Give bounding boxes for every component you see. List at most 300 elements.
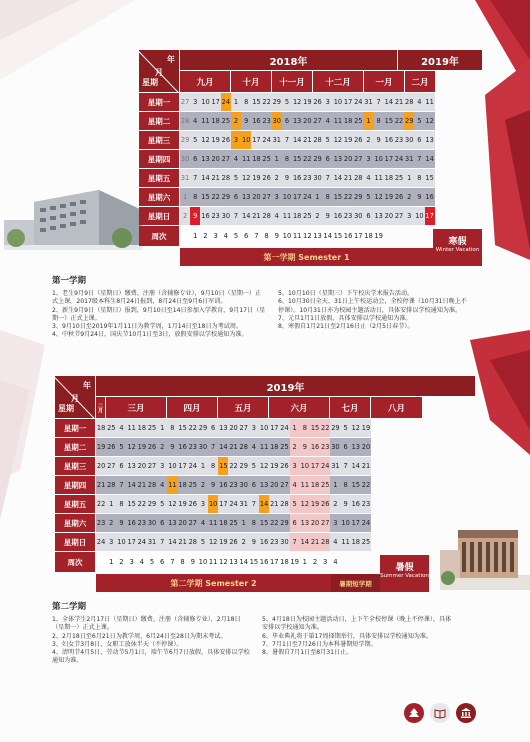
day-cell: 24 bbox=[229, 500, 238, 508]
day-cell: 25 bbox=[147, 424, 157, 432]
calendar-row bbox=[139, 169, 435, 187]
day-cell: 20 bbox=[178, 519, 187, 527]
day-cell: 17 bbox=[211, 98, 220, 106]
month-december: 十二月 bbox=[313, 71, 364, 92]
day-cell: 20 bbox=[96, 462, 106, 470]
day-cell: 12 bbox=[259, 462, 269, 470]
day-cell: 21 bbox=[394, 98, 404, 106]
day-cell: 4 bbox=[290, 476, 300, 494]
day-cell: 25 bbox=[107, 424, 116, 432]
day-cell: 23 bbox=[137, 519, 147, 527]
day-cell: 16 bbox=[259, 538, 269, 546]
note-item: 7、元旦1月1日放假，具体安排以学校通知为准。 bbox=[278, 314, 412, 322]
day-cell: 5 bbox=[325, 136, 330, 144]
day-cell: 24 bbox=[137, 538, 147, 546]
day-cell: 14 bbox=[300, 533, 310, 551]
semester-1-title: 第一学期 bbox=[52, 276, 87, 286]
day-cell: 27 bbox=[280, 481, 289, 489]
day-cell: 25 bbox=[320, 476, 330, 494]
day-cell: 5 bbox=[343, 424, 348, 432]
note-item: 6、毕业典礼将于第17周择期举行，具体安排以学校通知为准。 bbox=[262, 632, 433, 640]
note-item: 2、新生9月9日（星期日）报到，9月10日至14日参加入学教育，9月17日（星期一）正式上课。 bbox=[52, 306, 266, 322]
day-cell: 9 bbox=[417, 193, 422, 201]
day-cell: 3 bbox=[333, 519, 338, 527]
day-cell: 6 bbox=[233, 193, 239, 201]
day-cell: 16 bbox=[292, 174, 302, 182]
day-cell: 5 bbox=[200, 538, 206, 546]
summer-vacation-en: Summer Vacation bbox=[380, 573, 429, 579]
day-cell: 27 bbox=[320, 514, 330, 532]
day-cell: 10 bbox=[341, 519, 350, 527]
day-cell: 16 bbox=[252, 117, 261, 125]
day-cell: 17 bbox=[292, 193, 302, 201]
weekday-label: 星期五 bbox=[55, 495, 95, 513]
day-cell: 2 bbox=[241, 538, 246, 546]
day-cell: 20 bbox=[229, 424, 238, 432]
day-cell: 8 bbox=[417, 174, 422, 182]
note-item: 5、10月10日（星期三）下午校庆学术报告活动。 bbox=[278, 290, 414, 297]
day-cell: 28 bbox=[320, 533, 330, 551]
day-cell: 20 bbox=[361, 443, 371, 451]
month-april: 四月 bbox=[167, 397, 218, 418]
day-cell: 21 bbox=[211, 174, 220, 182]
day-cell: 28 bbox=[221, 174, 231, 182]
weekday-label: 星期四 bbox=[139, 150, 179, 168]
day-cell: 5 bbox=[193, 136, 198, 144]
day-cell: 24 bbox=[262, 136, 271, 144]
day-cell: 26 bbox=[394, 193, 404, 201]
semester-2-notes-right bbox=[262, 616, 452, 657]
day-cell: 6 bbox=[160, 519, 165, 527]
building-icon bbox=[456, 703, 476, 723]
day-cell: 11 bbox=[167, 476, 177, 494]
day-cell: 27 bbox=[313, 117, 322, 125]
semester-2-notes-left bbox=[52, 616, 252, 666]
day-cell: 6 bbox=[343, 443, 348, 451]
day-cell: 8 bbox=[170, 424, 175, 432]
day-cell: 31 bbox=[405, 155, 414, 163]
day-cell: 22 bbox=[270, 519, 279, 527]
day-cell: 31 bbox=[239, 500, 248, 508]
day-cell: 28 bbox=[147, 481, 157, 489]
week-label: 周次 bbox=[139, 226, 179, 246]
day-cell: 2 bbox=[160, 443, 165, 451]
day-cell: 4 bbox=[233, 155, 239, 163]
day-cell: 8 bbox=[343, 481, 348, 489]
day-cell: 2 bbox=[231, 112, 241, 130]
day-cell: 6 bbox=[325, 155, 330, 163]
day-cell: 7 bbox=[119, 481, 124, 489]
day-cell: 23 bbox=[211, 212, 220, 220]
week-number: 10 bbox=[282, 232, 292, 240]
day-cell: 11 bbox=[282, 212, 292, 220]
day-cell: 21 bbox=[229, 443, 238, 451]
campus-building-right bbox=[440, 520, 530, 590]
day-cell: 3 bbox=[160, 462, 165, 470]
day-cell: 19 bbox=[384, 193, 394, 201]
day-cell: 13 bbox=[201, 155, 210, 163]
calendar-row bbox=[139, 150, 435, 168]
week-number: 14 bbox=[239, 558, 249, 566]
week-number: 17 bbox=[353, 232, 363, 240]
day-cell: 7 bbox=[251, 500, 256, 508]
day-cell: 17 bbox=[343, 98, 353, 106]
month-september: 九月 bbox=[180, 71, 231, 92]
day-cell: 6 bbox=[119, 462, 124, 470]
day-cell: 18 bbox=[310, 476, 320, 494]
day-cell: 1 bbox=[363, 112, 373, 130]
day-cell: 15 bbox=[310, 419, 320, 437]
day-cell: 16 bbox=[351, 500, 360, 508]
week-number: 3 bbox=[323, 558, 328, 566]
day-cell: 16 bbox=[219, 481, 228, 489]
day-cell: 13 bbox=[425, 136, 434, 144]
semester-2-title: 第二学期 bbox=[52, 602, 87, 612]
day-cell: 4 bbox=[366, 174, 371, 182]
day-cell: 26 bbox=[147, 443, 157, 451]
day-cell: 31 bbox=[331, 462, 340, 470]
day-cell: 4 bbox=[333, 538, 338, 546]
day-cell: 22 bbox=[188, 424, 197, 432]
calendar-row bbox=[55, 514, 371, 532]
day-cell: 19 bbox=[178, 500, 187, 508]
day-cell: 11 bbox=[425, 98, 434, 106]
day-cell: 7 bbox=[290, 533, 300, 551]
day-cell: 11 bbox=[300, 476, 310, 494]
day-cell: 6 bbox=[251, 481, 256, 489]
day-cell: 18 bbox=[384, 174, 394, 182]
day-cell: 8 bbox=[193, 193, 198, 201]
winter-vacation-box bbox=[433, 229, 482, 266]
day-cell: 26 bbox=[354, 136, 363, 144]
day-cell: 5 bbox=[119, 443, 124, 451]
month-may: 五月 bbox=[218, 397, 269, 418]
calendar-row bbox=[139, 112, 435, 130]
day-cell: 2 bbox=[274, 174, 279, 182]
weekday-label: 星期四 bbox=[55, 476, 95, 494]
day-cell: 13 bbox=[333, 155, 343, 163]
day-cell: 28 bbox=[188, 538, 197, 546]
week-number: 6 bbox=[160, 558, 165, 566]
day-cell: 27 bbox=[107, 462, 116, 470]
day-cell: 7 bbox=[160, 538, 165, 546]
week-number: 8 bbox=[264, 232, 269, 240]
day-cell: 8 bbox=[284, 155, 290, 163]
day-cell: 9 bbox=[211, 481, 216, 489]
day-cell: 1 bbox=[274, 155, 279, 163]
day-cell: 24 bbox=[280, 424, 289, 432]
week-number: 2 bbox=[312, 558, 318, 566]
day-cell: 13 bbox=[300, 514, 310, 532]
day-cell: 29 bbox=[147, 500, 157, 508]
day-cell: 27 bbox=[221, 155, 231, 163]
day-cell: 26 bbox=[229, 538, 238, 546]
tree-icon bbox=[404, 703, 424, 723]
day-cell: 25 bbox=[361, 538, 371, 546]
day-cell: 15 bbox=[333, 193, 343, 201]
day-cell: 28 bbox=[405, 98, 414, 106]
semester-1-notes-right bbox=[278, 290, 468, 331]
day-cell: 30 bbox=[180, 155, 190, 163]
day-cell: 22 bbox=[303, 155, 312, 163]
day-cell: 23 bbox=[262, 117, 271, 125]
day-cell: 8 bbox=[325, 193, 330, 201]
week-number: 1 bbox=[109, 558, 114, 566]
book-icon bbox=[430, 703, 450, 723]
day-cell: 10 bbox=[333, 98, 343, 106]
day-cell: 26 bbox=[320, 495, 330, 513]
week-number: 2 bbox=[203, 232, 208, 240]
weekday-label: 星期二 bbox=[55, 438, 95, 456]
day-cell: 17 bbox=[351, 519, 360, 527]
day-cell: 17 bbox=[127, 538, 136, 546]
day-cell: 16 bbox=[333, 212, 343, 220]
day-cell: 25 bbox=[188, 481, 197, 489]
day-cell: 11 bbox=[208, 519, 218, 527]
day-cell: 14 bbox=[127, 481, 136, 489]
week-number: 18 bbox=[364, 232, 373, 240]
calendar-row bbox=[139, 131, 435, 149]
day-cell: 16 bbox=[425, 193, 434, 201]
day-cell: 5 bbox=[417, 117, 422, 125]
day-cell: 3 bbox=[193, 98, 198, 106]
summer-short-term-bar: 暑期短学期 bbox=[331, 574, 380, 592]
day-cell: 19 bbox=[310, 495, 320, 513]
calendar-corner-header bbox=[55, 376, 95, 418]
day-cell: 8 bbox=[244, 98, 249, 106]
day-cell: 14 bbox=[384, 98, 394, 106]
corner-weekday-label: 星期 bbox=[142, 78, 158, 87]
day-cell: 11 bbox=[333, 117, 343, 125]
corner-month-label: 月 bbox=[155, 68, 163, 77]
week-number: 12 bbox=[219, 558, 228, 566]
day-cell: 1 bbox=[315, 193, 320, 201]
month-february: 二月 bbox=[405, 71, 435, 92]
day-cell: 18 bbox=[292, 212, 302, 220]
day-cell: 5 bbox=[233, 174, 239, 182]
day-cell: 30 bbox=[198, 443, 208, 451]
day-cell: 18 bbox=[270, 443, 279, 451]
day-cell: 23 bbox=[361, 500, 371, 508]
week-number-row bbox=[139, 226, 435, 246]
day-cell: 30 bbox=[280, 538, 289, 546]
day-cell: 8 bbox=[251, 519, 256, 527]
day-cell: 17 bbox=[252, 136, 261, 144]
day-cell: 18 bbox=[137, 424, 147, 432]
day-cell: 13 bbox=[168, 519, 177, 527]
day-cell: 29 bbox=[280, 519, 289, 527]
day-cell: 15 bbox=[218, 457, 228, 475]
day-cell: 5 bbox=[366, 193, 371, 201]
day-cell: 20 bbox=[137, 462, 147, 470]
day-cell: 21 bbox=[361, 462, 371, 470]
note-item: 6、10月30日全天、31日上午校运动会，全校停课（10月31日晚上不停课）。10月31日亦为校园主题活动日，具体安排以学校通知为准。 bbox=[278, 298, 467, 314]
day-cell: 2 bbox=[182, 212, 188, 220]
day-cell: 10 bbox=[208, 495, 218, 513]
day-cell: 16 bbox=[310, 438, 320, 456]
calendar-row bbox=[55, 457, 371, 475]
day-cell: 1 bbox=[200, 462, 206, 470]
day-cell: 24 bbox=[221, 93, 231, 111]
day-cell: 9 bbox=[190, 207, 200, 225]
day-cell: 9 bbox=[300, 438, 310, 456]
day-cell: 9 bbox=[251, 538, 256, 546]
calendar-row bbox=[139, 188, 435, 206]
day-cell: 29 bbox=[354, 193, 363, 201]
day-cell: 6 bbox=[417, 136, 422, 144]
week-number: 13 bbox=[313, 232, 322, 240]
day-cell: 19 bbox=[96, 443, 106, 451]
week-number: 5 bbox=[149, 558, 155, 566]
weekday-label: 星期六 bbox=[55, 514, 95, 532]
week-number: 13 bbox=[229, 558, 238, 566]
day-cell: 29 bbox=[404, 112, 414, 130]
day-cell: 15 bbox=[252, 98, 261, 106]
day-cell: 21 bbox=[96, 481, 106, 489]
week-number: 11 bbox=[208, 558, 218, 566]
day-cell: 22 bbox=[361, 481, 371, 489]
week-number: 14 bbox=[323, 232, 333, 240]
day-cell: 14 bbox=[351, 462, 360, 470]
weekday-label: 星期三 bbox=[139, 131, 179, 149]
day-cell: 18 bbox=[252, 155, 261, 163]
day-cell: 29 bbox=[221, 193, 231, 201]
day-cell: 10 bbox=[415, 212, 424, 220]
calendar-grid bbox=[55, 419, 371, 572]
day-cell: 13 bbox=[292, 117, 302, 125]
day-cell: 3 bbox=[325, 98, 330, 106]
day-cell: 20 bbox=[252, 193, 261, 201]
week-number: 9 bbox=[274, 232, 279, 240]
day-cell: 15 bbox=[201, 193, 210, 201]
day-cell: 18 bbox=[96, 424, 106, 432]
day-cell: 11 bbox=[242, 155, 251, 163]
day-cell: 27 bbox=[354, 155, 363, 163]
day-cell: 23 bbox=[394, 136, 404, 144]
day-cell: 30 bbox=[272, 112, 282, 130]
day-cell: 31 bbox=[147, 538, 157, 546]
week-label: 周次 bbox=[55, 552, 95, 572]
day-cell: 12 bbox=[425, 117, 434, 125]
day-cell: 12 bbox=[242, 174, 251, 182]
month-november: 十一月 bbox=[272, 71, 313, 92]
day-cell: 29 bbox=[331, 424, 340, 432]
day-cell: 21 bbox=[310, 533, 320, 551]
day-cell: 8 bbox=[119, 500, 124, 508]
day-cell: 12 bbox=[168, 500, 177, 508]
summer-vacation-box bbox=[380, 555, 429, 592]
day-cell: 3 bbox=[200, 500, 206, 508]
day-cell: 10 bbox=[374, 155, 383, 163]
day-cell: 8 bbox=[300, 419, 310, 437]
day-cell: 17 bbox=[219, 500, 228, 508]
day-cell: 10 bbox=[259, 424, 269, 432]
day-cell: 15 bbox=[425, 174, 434, 182]
day-cell: 19 bbox=[211, 136, 220, 144]
week-number: 1 bbox=[302, 558, 307, 566]
day-cell: 27 bbox=[262, 193, 271, 201]
day-cell: 22 bbox=[262, 98, 271, 106]
day-cell: 26 bbox=[313, 98, 322, 106]
day-cell: 10 bbox=[300, 457, 310, 475]
day-cell: 23 bbox=[229, 481, 238, 489]
day-cell: 1 bbox=[241, 519, 246, 527]
day-cell: 7 bbox=[325, 174, 330, 182]
day-cell: 20 bbox=[384, 212, 394, 220]
day-cell: 12 bbox=[292, 98, 302, 106]
week-number: 5 bbox=[233, 232, 239, 240]
note-item: 1、老生9月9日（星期日）缴费、注册（含辅修专业），9月10日（星期一）正式上课。2017级本科生8月24日报到，8月24日至9月6日军训。 bbox=[52, 290, 262, 306]
day-cell: 15 bbox=[127, 500, 136, 508]
day-cell: 25 bbox=[303, 212, 312, 220]
day-cell: 11 bbox=[374, 174, 383, 182]
day-cell: 27 bbox=[147, 462, 157, 470]
day-cell: 7 bbox=[211, 443, 216, 451]
day-cell: 7 bbox=[284, 136, 290, 144]
day-cell: 1 bbox=[290, 419, 300, 437]
day-cell: 19 bbox=[270, 462, 279, 470]
day-cell: 14 bbox=[201, 174, 210, 182]
day-cell: 29 bbox=[313, 155, 322, 163]
day-cell: 26 bbox=[221, 136, 231, 144]
day-cell: 28 bbox=[107, 481, 116, 489]
note-item: 3、妇女节3月8日，女职工放休半天（不停课）。 bbox=[52, 640, 183, 648]
day-cell: 22 bbox=[229, 462, 238, 470]
day-cell: 20 bbox=[211, 155, 220, 163]
day-cell: 9 bbox=[119, 519, 124, 527]
day-cell: 21 bbox=[252, 212, 261, 220]
day-cell: 14 bbox=[168, 538, 177, 546]
weekday-label: 星期一 bbox=[55, 419, 95, 437]
day-cell: 15 bbox=[384, 117, 394, 125]
day-cell: 15 bbox=[292, 155, 302, 163]
day-cell: 13 bbox=[242, 193, 251, 201]
day-cell: 12 bbox=[201, 136, 210, 144]
day-cell: 4 bbox=[325, 117, 330, 125]
month-header-row bbox=[180, 71, 435, 92]
calendar-row bbox=[55, 438, 371, 456]
day-cell: 22 bbox=[394, 117, 404, 125]
weekday-label: 星期日 bbox=[139, 207, 179, 225]
day-cell: 15 bbox=[178, 424, 187, 432]
winter-vacation-label: 寒假 bbox=[448, 237, 467, 247]
day-cell: 27 bbox=[180, 98, 190, 106]
day-cell: 23 bbox=[270, 538, 279, 546]
week-number: 2 bbox=[119, 558, 124, 566]
note-item: 7、7月1日至7月26日为本科暑期短学期。 bbox=[262, 640, 377, 648]
day-cell: 7 bbox=[193, 174, 198, 182]
day-cell: 26 bbox=[107, 443, 116, 451]
day-cell: 30 bbox=[221, 212, 231, 220]
day-cell: 23 bbox=[188, 443, 197, 451]
day-cell: 10 bbox=[241, 131, 251, 149]
semester-2-bar: 第二学期 Semester 2 bbox=[96, 574, 331, 592]
month-october: 十月 bbox=[231, 71, 272, 92]
day-cell: 5 bbox=[160, 500, 165, 508]
note-item: 3、9月10日至2019年1月11日为教学周，1月14日至18日为考试周。 bbox=[52, 323, 243, 331]
day-cell: 2 bbox=[366, 136, 371, 144]
week-number: 1 bbox=[193, 232, 198, 240]
day-cell: 25 bbox=[280, 443, 289, 451]
week-number: 4 bbox=[223, 232, 228, 240]
month-february: 二月 bbox=[96, 397, 106, 418]
day-cell: 19 bbox=[343, 136, 353, 144]
day-cell: 5 bbox=[284, 98, 290, 106]
day-cell: 28 bbox=[262, 212, 271, 220]
day-cell: 5 bbox=[290, 495, 300, 513]
calendar-row bbox=[139, 207, 435, 225]
day-cell: 25 bbox=[221, 117, 231, 125]
